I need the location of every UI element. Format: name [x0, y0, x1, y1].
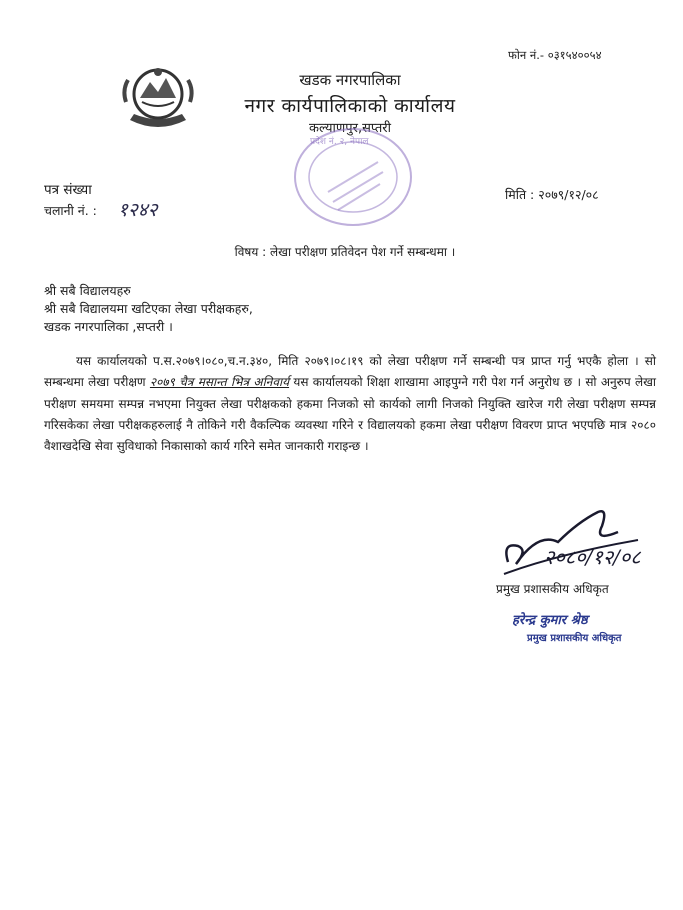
body-deadline-highlight: २०७९ चैत्र मसान्त भित्र अनिवार्य [149, 375, 290, 390]
office-stamp-seal [288, 122, 418, 232]
body-part-2: यस कार्यालयको शिक्षा शाखामा आइपुग्ने गरी पेश गर्न अनुरोध छ । सो अनुरुप लेखा परीक्षण समयमा सम्पन्न नभएमा नियुक्त लेखा परीक्षकको हकमा निजको सो कार्यको लागी निजको नियुक्ति खारेज गरी लेखा परीक्षण सम्पन्न गरिसकेका लेखा परीक्षकहरुलाई नै तोकिने गरी वैकल्पिक व्यवस्था गरिने र विद्यालयको हकमा लेखा परीक्षण विवरण प्राप्त भएपछि मात्र २०८० वैशाखदेखि सेवा सुविधाको निकासाको कार्य गरिने समेत जानकारी गराइन्छ । [44, 375, 657, 454]
body-part-1: यस कार्यालयको प.स.२०७९।०८०,च.न.३४०, मिति २०७९।०८।१९ को लेखा परीक्षण गर्ने सम्बन्धी पत्र प्राप्त गर्नु भएकै होला । सो सम्बन्धमा लेखा परीक्षण [44, 354, 656, 390]
letter-date: मिति : २०७९/१२/०८ [505, 187, 599, 202]
signatory-name: हरेन्द्र कुमार श्रेष्ठ [512, 613, 588, 628]
signatory-post: प्रमुख प्रशासकीय अधिकृत [527, 633, 622, 644]
addressee-line-2: श्री सबै विद्यालयमा खटिएका लेखा परीक्षकहरु, [44, 301, 253, 316]
dispatch-number: १२४२ [118, 199, 158, 221]
signature-date: २०८०/१२/०८ [544, 545, 641, 569]
office-title: नगर कार्यपालिकाको कार्यालय [244, 95, 456, 117]
signatory-title: प्रमुख प्रशासकीय अधिकृत [496, 582, 609, 596]
letter-body [44, 351, 656, 457]
dispatch-number-label: चलानी नं. : [44, 203, 97, 218]
nepal-emblem-logo [118, 62, 198, 134]
phone-number: फोन नं.- ०३१५४००५४ [508, 48, 602, 62]
letter-subject: विषय : लेखा परीक्षण प्रतिवेदन पेश गर्ने सम्बन्धमा । [234, 245, 456, 259]
addressee-line-1: श्री सबै विद्यालयहरु [44, 283, 131, 298]
office-address: कल्याणपुर,सप्तरी [309, 121, 391, 136]
letter-number-label: पत्र संख्या [44, 182, 92, 198]
addressee-line-3: खडक नगरपालिका ,सप्तरी । [44, 319, 173, 334]
office-name: खडक नगरपालिका [299, 71, 401, 89]
stamp-text: प्रदेश नं. २, नेपाल [310, 137, 369, 147]
